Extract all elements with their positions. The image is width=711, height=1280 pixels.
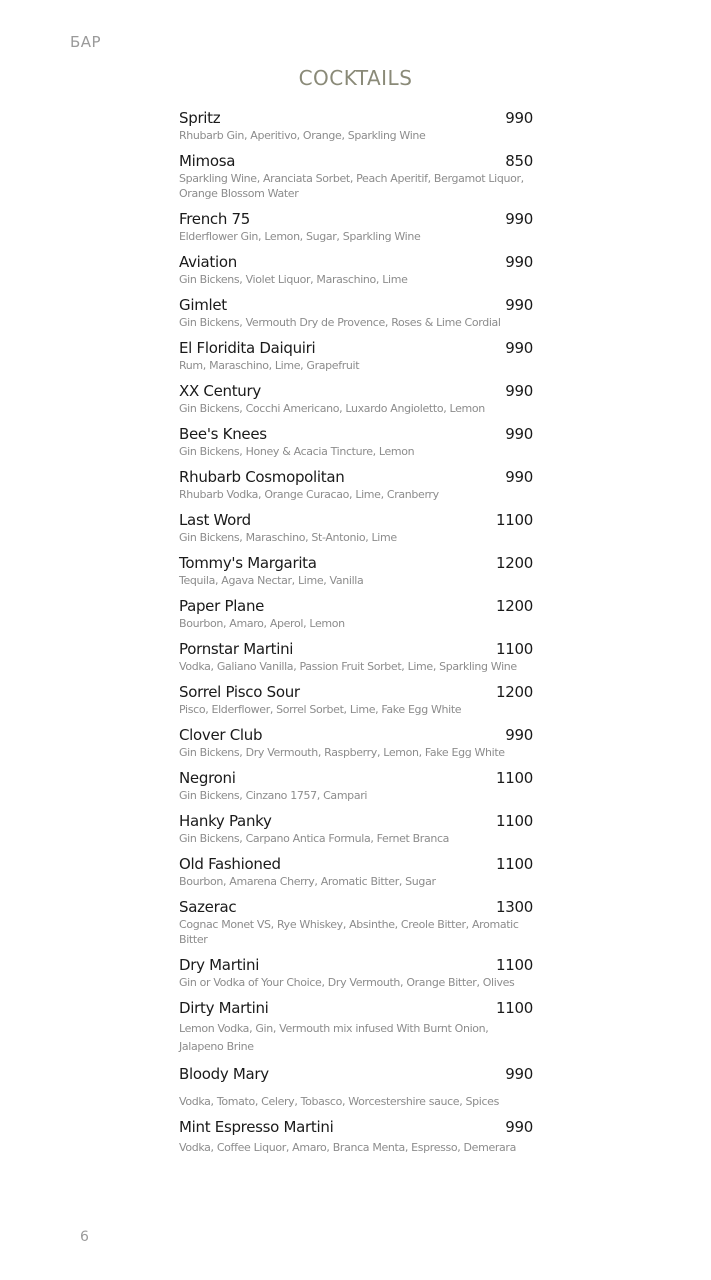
item-description: Gin or Vodka of Your Choice, Dry Vermouth, Orange Bitter, Olives [179,976,515,989]
menu-item-last-word [179,510,533,545]
item-description: Rhubarb Gin, Aperitivo, Orange, Sparkling Wine [179,129,426,142]
item-description: Cognac Monet VS, Rye Whiskey, Absinthe, Creole Bitter, Aromatic Bitter [179,918,519,946]
item-name: Dirty Martini [179,999,269,1017]
item-name: Tommy's Margarita [179,554,317,572]
item-description: Lemon Vodka, Gin, Vermouth mix infused With Burnt Onion, Jalapeno Brine [179,1022,489,1053]
item-price: 990 [505,382,533,400]
item-price: 1100 [496,999,533,1017]
page-number: 6 [80,1229,89,1245]
item-price: 1100 [496,769,533,787]
menu-item-bees-knees [179,424,533,459]
item-description: Vodka, Coffee Liquor, Amaro, Branca Menta, Espresso, Demerara [179,1141,516,1154]
menu-item-el-floridita-daiquiri [179,338,533,373]
item-name: Hanky Panky [179,812,272,830]
item-price: 990 [505,468,533,486]
item-name: Old Fashioned [179,855,281,873]
menu-item-old-fashioned [179,854,533,889]
menu-item-mimosa [179,151,533,201]
item-name: Negroni [179,769,236,787]
item-description: Vodka, Galiano Vanilla, Passion Fruit Sorbet, Lime, Sparkling Wine [179,660,517,673]
item-price: 1200 [496,554,533,572]
item-description: Gin Bickens, Dry Vermouth, Raspberry, Lemon, Fake Egg White [179,746,505,759]
menu-item-mint-espresso-martini [179,1117,533,1155]
item-name: Clover Club [179,726,263,744]
item-name: Bloody Mary [179,1065,269,1083]
menu-item-paper-plane [179,596,533,631]
menu-item-clover-club [179,725,533,760]
item-price: 1300 [496,898,533,916]
item-description: Gin Bickens, Maraschino, St-Antonio, Lime [179,531,397,544]
item-price: 990 [505,339,533,357]
page-title: COCKTAILS [298,66,413,90]
item-description: Tequila, Agava Nectar, Lime, Vanilla [179,574,364,587]
item-description: Gin Bickens, Cinzano 1757, Campari [179,789,368,802]
item-name: Pornstar Martini [179,640,294,658]
menu-item-tommys-margarita [179,553,533,588]
menu-item-gimlet [179,295,533,330]
item-name: Sorrel Pisco Sour [179,683,300,701]
item-price: 990 [505,425,533,443]
item-name: Gimlet [179,296,227,314]
item-name: Paper Plane [179,597,265,615]
item-price: 990 [505,253,533,271]
item-description: Bourbon, Amaro, Aperol, Lemon [179,617,345,630]
menu-item-french-75 [179,209,533,244]
item-description: Gin Bickens, Carpano Antica Formula, Fernet Branca [179,832,450,845]
item-description: Gin Bickens, Vermouth Dry de Provence, Roses & Lime Cordial [179,316,501,329]
menu-item-sazerac [179,897,533,947]
item-price: 1100 [496,956,533,974]
item-description: Gin Bickens, Cocchi Americano, Luxardo Angioletto, Lemon [179,402,485,415]
item-description: Rum, Maraschino, Lime, Grapefruit [179,359,360,372]
item-description: Rhubarb Vodka, Orange Curacao, Lime, Cranberry [179,488,439,501]
menu-item-pornstar-martini [179,639,533,674]
item-price: 1100 [496,511,533,529]
item-description: Bourbon, Amarena Cherry, Aromatic Bitter, Sugar [179,875,436,888]
menu-item-spritz [179,108,533,143]
section-label: БАР [70,33,102,51]
menu-item-rhubarb-cosmopolitan [179,467,533,502]
item-name: Spritz [179,109,221,127]
menu-item-sorrel-pisco-sour [179,682,533,717]
item-price: 990 [505,1065,533,1083]
item-price: 850 [505,152,533,170]
item-price: 990 [505,210,533,228]
item-price: 1100 [496,855,533,873]
item-name: Bee's Knees [179,425,267,443]
item-description: Gin Bickens, Violet Liquor, Maraschino, Lime [179,273,408,286]
item-name: Last Word [179,511,251,529]
menu-item-dry-martini [179,955,533,990]
item-name: Sazerac [179,898,237,916]
item-description: Pisco, Elderflower, Sorrel Sorbet, Lime, Fake Egg White [179,703,462,716]
menu-item-bloody-mary [179,1064,533,1109]
item-price: 990 [505,726,533,744]
item-name: XX Century [179,382,261,400]
item-name: French 75 [179,210,251,228]
item-price: 1200 [496,683,533,701]
item-description: Vodka, Tomato, Celery, Tobasco, Worcestershire sauce, Spices [179,1095,499,1108]
item-name: El Floridita Daiquiri [179,339,316,357]
menu-item-aviation [179,252,533,287]
menu-item-hanky-panky [179,811,533,846]
item-name: Dry Martini [179,956,260,974]
item-description: Sparkling Wine, Aranciata Sorbet, Peach Aperitif, Bergamot Liquor, Orange Blossom Water [179,172,524,200]
menu-item-dirty-martini [179,998,533,1056]
menu-item-negroni [179,768,533,803]
cocktail-list [179,108,533,1163]
item-name: Aviation [179,253,237,271]
item-price: 990 [505,296,533,314]
item-price: 1100 [496,812,533,830]
item-description: Gin Bickens, Honey & Acacia Tincture, Lemon [179,445,415,458]
item-price: 1100 [496,640,533,658]
item-price: 990 [505,109,533,127]
item-price: 1200 [496,597,533,615]
menu-item-xx-century [179,381,533,416]
item-description: Elderflower Gin, Lemon, Sugar, Sparkling Wine [179,230,421,243]
item-price: 990 [505,1118,533,1136]
item-name: Mint Espresso Martini [179,1118,334,1136]
item-name: Mimosa [179,152,236,170]
item-name: Rhubarb Cosmopolitan [179,468,345,486]
